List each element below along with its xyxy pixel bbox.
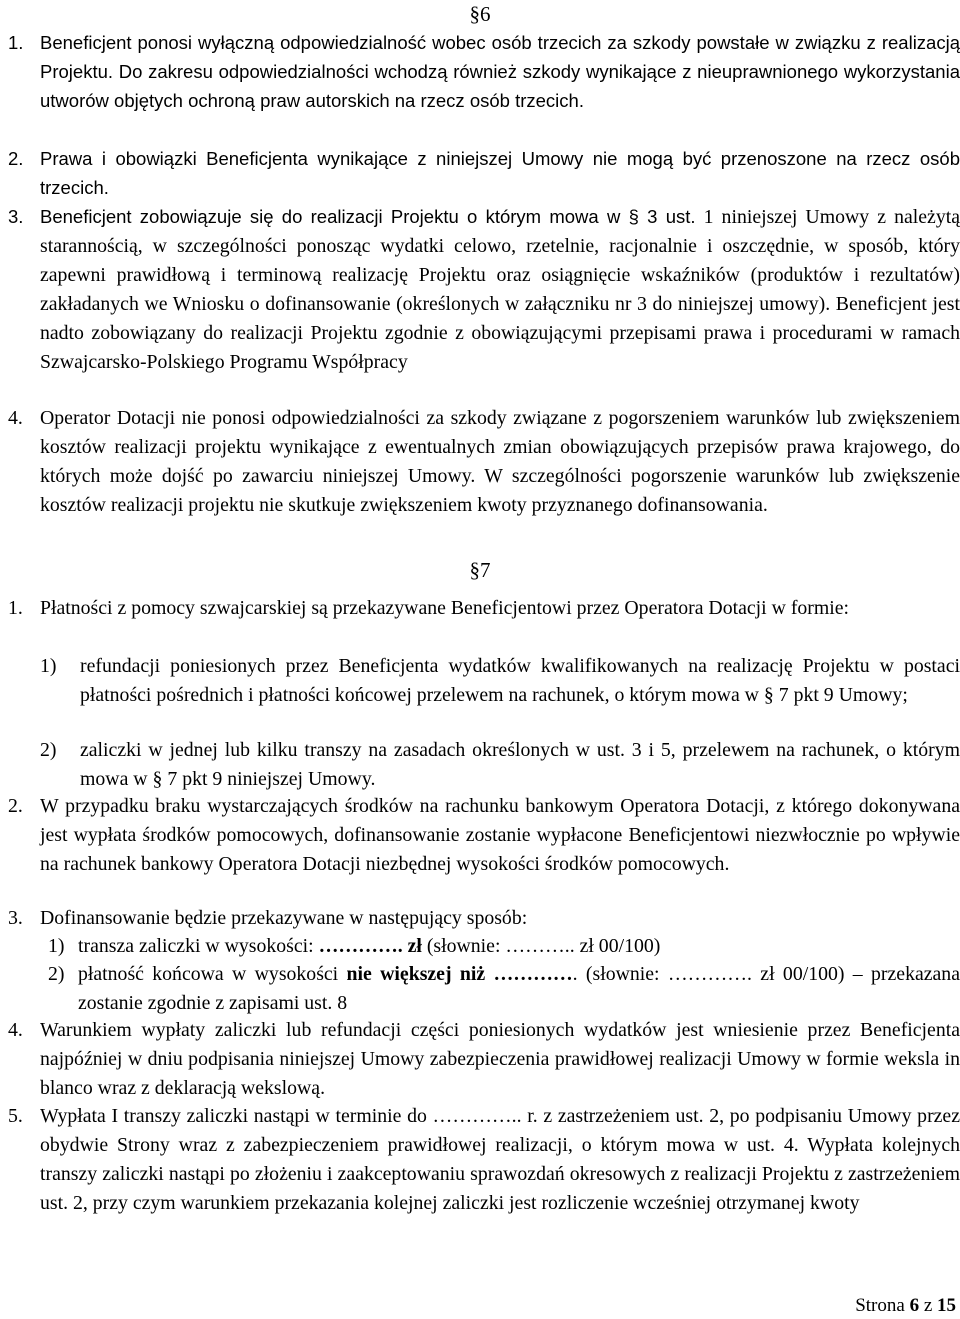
s7-p5-number: 5. bbox=[8, 1105, 23, 1127]
s6-p3-number: 3. bbox=[8, 206, 24, 227]
s7-p3-1-number: 1) bbox=[48, 935, 65, 957]
s7-p1-item-2 bbox=[40, 736, 960, 794]
s7-p1-item-1 bbox=[40, 652, 960, 710]
s6-p3-text-a: Beneficjent zobowiązuje się do realizacji Projektu o którym mowa w § 3 ust. bbox=[40, 206, 696, 227]
page-footer bbox=[855, 1295, 956, 1317]
s7-p3-2-text-b: . (słownie: …………. zł 00/100) – przekazana zostanie zgodnie z zapisami ust. 8 bbox=[78, 963, 960, 1014]
s6-p4-number: 4. bbox=[8, 407, 23, 429]
s6-paragraph-1 bbox=[8, 28, 960, 115]
s7-p3-1-text-b: (słownie: ……….. zł 00/100) bbox=[421, 935, 661, 957]
s7-p1-2-text: zaliczki w jednej lub kilku transzy na zasadach określonych w ust. 3 i 5, przelewem na rachunek, o którym mowa w § 7 pkt 9 niniejszej Umowy. bbox=[80, 739, 960, 790]
footer-mid: z bbox=[919, 1295, 937, 1316]
s7-p5-text: Wypłata I transzy zaliczki nastąpi w terminie do ………….. r. z zastrzeżeniem ust. 2, po podpisaniu Umowy przez obydwie Strony wraz z zabezpieczeniem prawidłowej realizacji, o którym mowa w ust. 4. Wypłata kolejnych transzy zaliczki nastąpi po złożeniu i zaakceptowaniu sprawozdań okresowych z realizacji Projektu z zastrzeżeniem ust. 2, przy czym warunkiem przekazania kolejnej zaliczki jest rozliczenie wcześniej otrzymanej kwoty bbox=[40, 1105, 960, 1214]
s7-p2-number: 2. bbox=[8, 795, 23, 817]
s6-p2-number: 2. bbox=[8, 148, 24, 169]
footer-page-total: 15 bbox=[937, 1295, 956, 1316]
s7-p1-2-number: 2) bbox=[40, 739, 57, 761]
s7-p3-item-1 bbox=[48, 932, 960, 961]
s7-p3-2-number: 2) bbox=[48, 963, 65, 985]
s6-paragraph-2 bbox=[8, 144, 960, 202]
s7-p3-1-bold: …………. zł bbox=[318, 935, 422, 957]
s7-p3-2-text-a: płatność końcowa w wysokości bbox=[78, 963, 347, 985]
s7-p4-text: Warunkiem wypłaty zaliczki lub refundacji części poniesionych wydatków jest wniesienie przez Beneficjenta najpóźniej w dniu podpisania niniejszej Umowy zabezpieczenia prawidłowej realizacji Umowy w formie weksla in blanco wraz z deklaracją wekslową. bbox=[40, 1019, 960, 1099]
s7-p3-text: Dofinansowanie będzie przekazywane w następujący sposób: bbox=[40, 907, 528, 929]
s7-p3-1-text-a: transza zaliczki w wysokości: bbox=[78, 935, 319, 957]
s6-p4-text: Operator Dotacji nie ponosi odpowiedzialności za szkody związane z pogorszeniem warunków lub zwiększeniem kosztów realizacji projektu wynikające z ewentualnych zmian obowiązujących przepisów prawa krajowego, do których może dojść po zawarciu niniejszej Umowy. W szczególności pogorszenie warunków lub zwiększenie kosztów realizacji projektu nie skutkuje zwiększeniem kwoty przyznanego dofinansowania. bbox=[40, 407, 960, 516]
s7-p1-1-text: refundacji poniesionych przez Beneficjenta wydatków kwalifikowanych na realizację Projektu w postaci płatności pośrednich i płatności końcowej przelewem na rachunek, o którym mowa w § 7 pkt 9 Umowy; bbox=[80, 655, 960, 706]
s7-p1-text: Płatności z pomocy szwajcarskiej są przekazywane Beneficjentowi przez Operatora Dotacji w formie: bbox=[40, 597, 850, 619]
s7-paragraph-3 bbox=[8, 904, 960, 933]
footer-page-number: 6 bbox=[909, 1295, 920, 1316]
s6-p1-text: Beneficjent ponosi wyłączną odpowiedzialność wobec osób trzecich za szkody powstałe w związku z realizacją Projektu. Do zakresu odpowiedzialności wchodzą również szkody wynikające z nieuprawnionego wykorzystania utworów objętych ochroną praw autorskich na rzecz osób trzecich. bbox=[40, 32, 960, 111]
s6-p3-text-b: 1 niniejszej Umowy z należytą starannością, w szczególności ponosząc wydatki celowo, rzetelnie, racjonalnie i oszczędnie, w sposób, który zapewni prawidłową i terminową realizację Projektu oraz osiągnięcie wskaźników (produktów i rezultatów) zakładanych we Wniosku o dofinansowanie (określonych w załączniku nr 3 do niniejszej umowy). Beneficjent jest nadto zobowiązany do realizacji Projektu zgodnie z obowiązującymi przepisami prawa i procedurami w ramach Szwajcarsko-Polskiego Programu Współpracy bbox=[40, 206, 960, 373]
s7-p3-number: 3. bbox=[8, 907, 23, 929]
s6-p1-number: 1. bbox=[8, 32, 24, 53]
s7-paragraph-1 bbox=[8, 594, 960, 623]
s7-p1-number: 1. bbox=[8, 597, 23, 619]
s7-paragraph-2 bbox=[8, 792, 960, 879]
s7-p1-1-number: 1) bbox=[40, 655, 57, 677]
s7-paragraph-5 bbox=[8, 1102, 960, 1218]
s7-p3-2-bold: nie większej niż ………… bbox=[346, 963, 573, 985]
s6-paragraph-3 bbox=[8, 202, 960, 377]
section-6-heading: §6 bbox=[469, 2, 491, 26]
s6-paragraph-4 bbox=[8, 404, 960, 520]
section-7-heading: §7 bbox=[469, 558, 491, 582]
s7-p2-text: W przypadku braku wystarczających środków na rachunku bankowym Operatora Dotacji, z którego dokonywana jest wypłata środków pomocowych, dofinansowanie zostanie wypłacone Beneficjentowi niezwłocznie po wpływie na rachunek bankowy Operatora Dotacji niezbędnej wysokości środków pomocowych. bbox=[40, 795, 960, 875]
s7-p3-item-2 bbox=[48, 960, 960, 1018]
footer-prefix: Strona bbox=[855, 1295, 910, 1316]
s7-p4-number: 4. bbox=[8, 1019, 23, 1041]
s6-p2-text: Prawa i obowiązki Beneficjenta wynikające z niniejszej Umowy nie mogą być przenoszone na rzecz osób trzecich. bbox=[40, 148, 960, 198]
s7-paragraph-4 bbox=[8, 1016, 960, 1103]
